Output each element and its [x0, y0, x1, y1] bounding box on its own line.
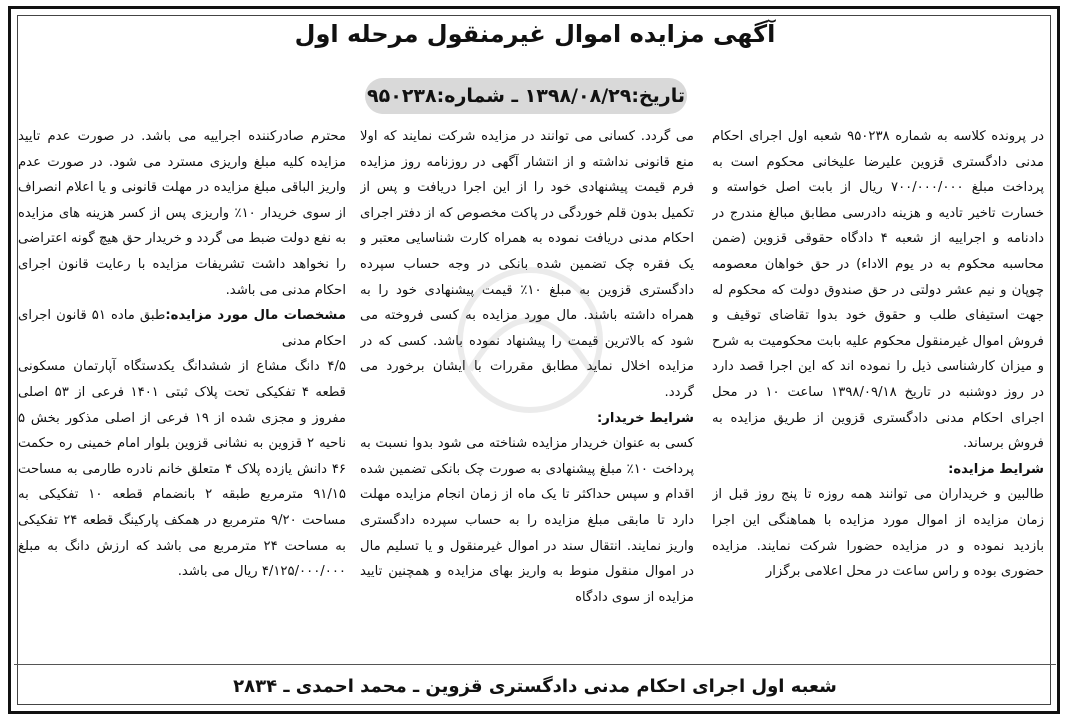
- property-spec-law-reference: طبق ماده ۵۱ قانون اجرای احکام مدنی: [18, 308, 346, 349]
- heading-buyer-conditions: شرایط خریدار:: [596, 410, 694, 426]
- paragraph-property-description: ۴/۵ دانگ مشاع از ششدانگ یکدستگاه آپارتمان مسکونی قطعه ۴ تفکیکی تحت پلاک ثبتی ۱۴۰۱ فرعی از ۵۳ اصلی مفروز و مجزی شده از ۱۹ فرعی از اصلی مذکور بخش ۵ ناحیه ۲ قزوین به نشانی قزوین بلوار امام خمینی ره حکمت ۴۶ دانش یازده پلاک ۴ متعلق خانم نادره طارمی به مساحت ۹۱/۱۵ مترمربع طبقه ۲ بانضمام قطعه ۱۰ تفکیکی به مساحت ۹/۲۰ مترمربع در همکف پارکینگ قطعه ۲۴ تفکیکی به مساحت ۲۴ مترمربع می باشد که ارزش دانگ به مبلغ ۴/۱۲۵/۰۰۰/۰۰۰ ریال می باشد.: [18, 359, 346, 580]
- paragraph-case-intro: در پرونده کلاسه به شماره ۹۵۰۲۳۸ شعبه اول اجرای احکام مدنی دادگستری قزوین علیرضا علیخانی محکوم است به پرداخت مبلغ ۷۰۰/۰۰۰/۰۰۰ ریال از بابت اصل خواسته و خسارت تاخیر تادیه و هزینه دادرسی مطابق مبالغ مندرج در دادنامه و اجراییه از شعبه ۴ دادگاه حقوقی قزوین (ضمن محاسبه محکوم به در یوم الاداء) در حق خواهان معصومه چوپان و نیم عشر دولتی در حق صندوق دولت که محکوم له جهت استیفای طلب و حقوق خود بدوا تقاضای توقیف و فروش اموال غیرمنقول محکوم علیه بابت محکومیت به شرح و میزان کارشناسی ذیل را نموده اند که این اجرا قصد دارد در روز دوشنبه در تاریخ ۱۳۹۸/۰۹/۱۸ ساعت ۱۰ در محل اجرای احکام مدنی دادگستری قزوین از طریق مزایده به فروش برساند.: [712, 129, 1044, 452]
- column-middle: [360, 124, 694, 628]
- paragraph-participation-rules: می گردد. کسانی می توانند در مزایده شرکت نمایند که اولا منع قانونی نداشته و از انتشار آگهی در روزنامه روز مزایده فرم قیمت پیشنهادی خود را از این اجرا دریافت و پس از تکمیل بدون قلم خوردگی در پاکت مخصوص که از دفتر اجرای احکام مدنی دریافت نموده به همراه کارت شناسایی معتبر و یک فقره چک تضمین شده بانکی در وجه حساب سپرده دادگستری قزوین به مبلغ ۱۰٪ قیمت پیشنهادی خود را به همراه داشته باشند. مال مورد مزایده به کسی فروخته می شود که بالاترین قیمت را پیشنهاد نموده باشد. کسی که در مزایده اخلال نماید مطابق مقررات با ایشان برخورد می گردد.: [360, 129, 694, 400]
- footer-divider: [14, 664, 1056, 665]
- notice-title: آگهی مزایده اموال غیرمنقول مرحله اول: [294, 20, 776, 48]
- paragraph-property-spec-intro: [18, 303, 346, 354]
- column-left: [18, 124, 346, 628]
- paragraph-auction-conditions: طالبین و خریداران می توانند همه روزه تا پنج روز قبل از زمان مزایده از اموال مورد مزایده با هماهنگی این اجرا بازدید نموده و در مزایده حضورا شرکت نمایند. مزایده حضوری بوده و راس ساعت در محل اعلامی برگزار: [712, 487, 1044, 580]
- paragraph-approval-rules: محترم صادرکننده اجراییه می باشد. در صورت عدم تایید مزایده کلیه مبلغ واریزی مسترد می شود. در صورت عدم واریز الباقی مبلغ مزایده در مهلت قانونی و یا اعلام انصراف از سوی خریدار ۱۰٪ واریزی پس از کسر هزینه های مزایده به نفع دولت ضبط می گردد و خریدار حق هیچ گونه اعتراضی را نخواهد داشت تشریفات مزایده با رعایت قانون اجرای احکام مدنی می باشد.: [18, 129, 346, 298]
- heading-auction-conditions: شرایط مزایده:: [948, 461, 1044, 477]
- paragraph-buyer-conditions: کسی به عنوان خریدار مزایده شناخته می شود بدوا نسبت به پرداخت ۱۰٪ مبلغ پیشنهادی به صورت چک بانکی تضمین شده اقدام و سپس حداکثر تا یک ماه از زمان انجام مزایده مهلت دارد تا مابقی مبلغ مزایده را به حساب سپرده دادگستری واریز نمایند. انتقال سند در اموال غیرمنقول و یا تسلیم مال در اموال منقول منوط به واریز بهای مزایده و همچنین تایید مزایده از سوی دادگاه: [360, 436, 694, 605]
- date-and-number-bar: تاریخ:۱۳۹۸/۰۸/۲۹ ـ شماره:۹۵۰۲۳۸: [365, 78, 687, 114]
- notice-footer: شعبه اول اجرای احکام مدنی دادگستری قزوین ـ محمد احمدی ـ ۲۸۳۴: [233, 676, 837, 697]
- column-right: [712, 124, 1044, 628]
- heading-property-specs: مشخصات مال مورد مزایده:: [165, 308, 346, 324]
